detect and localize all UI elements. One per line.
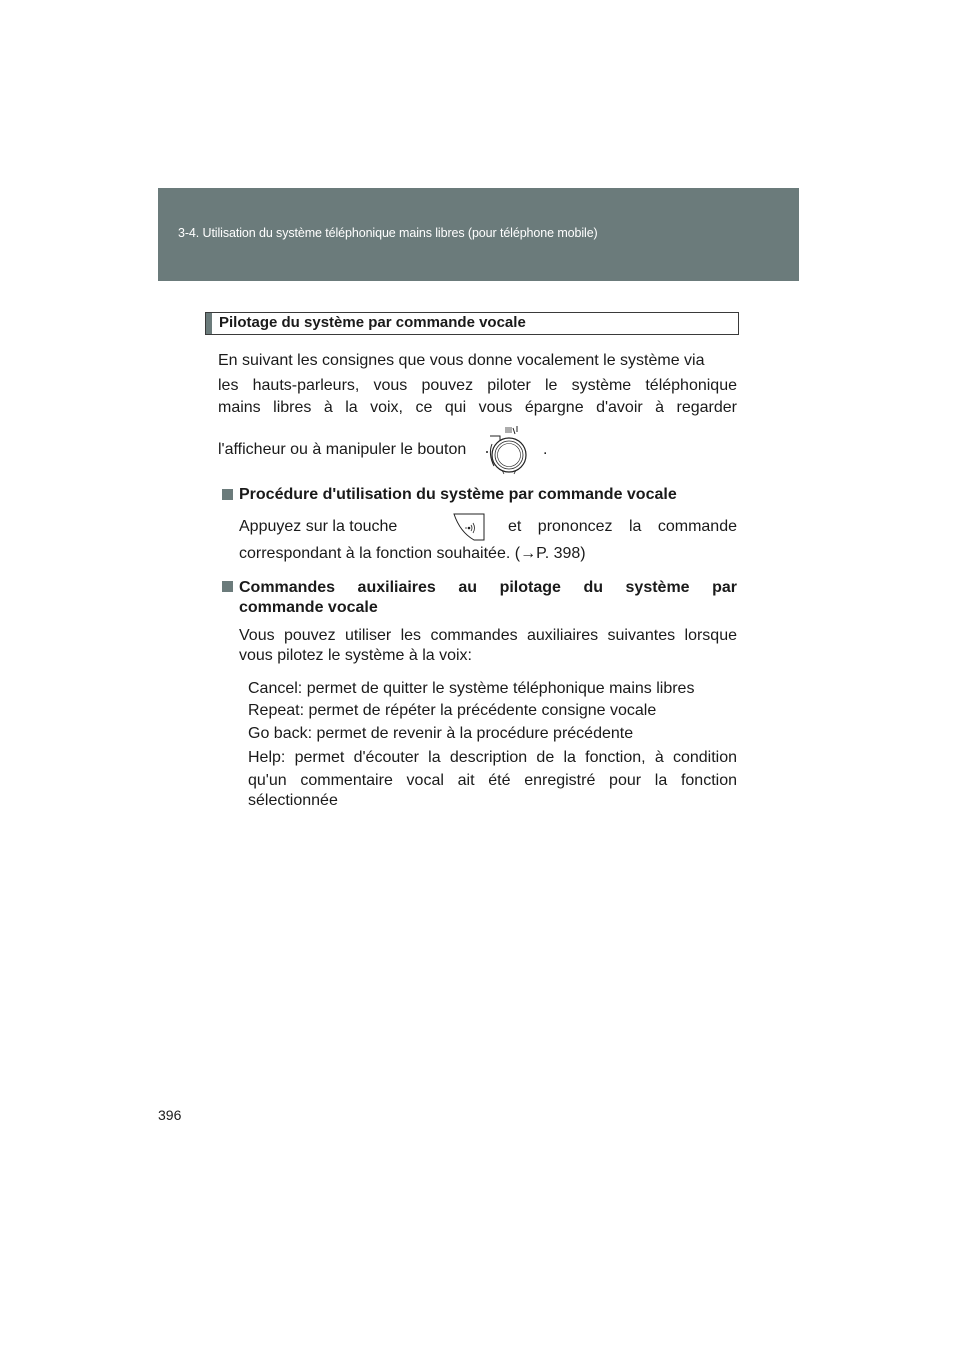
bullet-square xyxy=(222,489,233,500)
auxiliary-heading-line-1: Commandes auxiliaires au pilotage du système par xyxy=(239,579,737,596)
talk-switch-icon xyxy=(452,512,486,542)
procedure-line-1-end-text: et prononcez la commande xyxy=(508,518,737,535)
section-heading-box xyxy=(205,312,739,335)
procedure-line-2 xyxy=(239,545,586,563)
auxiliary-text-line-1: Vous pouvez utiliser les commandes auxiliaires suivantes lorsque xyxy=(239,627,737,644)
procedure-line-2-text: correspondant à la fonction souhaitée. ( xyxy=(239,545,521,562)
chapter-header-band xyxy=(158,188,799,281)
page-reference: P. 398) xyxy=(536,545,586,562)
chapter-title: 3-4. Utilisation du système téléphonique mains libres (pour téléphone mobile) xyxy=(178,226,598,240)
command-cancel: Cancel: permet de quitter le système téléphonique mains libres xyxy=(248,680,695,697)
section-title: Pilotage du système par commande vocale xyxy=(219,314,526,331)
section-heading-accent xyxy=(206,313,212,334)
intro-line-4 xyxy=(218,441,466,459)
auxiliary-text-line-2: vous pilotez le système à la voix: xyxy=(239,647,472,664)
command-help-line-1: Help: permet d'écouter la description de la fonction, à condition xyxy=(248,749,737,766)
intro-line-2: les hauts-parleurs, vous pouvez piloter le système téléphonique xyxy=(218,377,737,394)
command-repeat: Repeat: permet de répéter la précédente consigne vocale xyxy=(248,702,657,719)
intro-line-3: mains libres à la voix, ce qui vous épargne d'avoir à regarder xyxy=(218,399,737,416)
procedure-heading: Procédure d'utilisation du système par commande vocale xyxy=(239,486,677,503)
procedure-line-1-end xyxy=(508,518,737,536)
intro-line-4-period: . xyxy=(543,441,548,458)
auxiliary-heading-line-2: commande vocale xyxy=(239,599,378,616)
knob-icon xyxy=(484,424,536,476)
intro-line-4-text: l'afficheur ou à manipuler le bouton xyxy=(218,441,467,458)
command-help-line-2: qu'un commentaire vocal ait été enregistré pour la fonction xyxy=(248,772,737,789)
intro-line-1-text: En suivant les consignes que vous donne vocalement le système via xyxy=(218,352,705,369)
arrow-icon: → xyxy=(520,545,537,562)
procedure-line-1-start: Appuyez sur la touche xyxy=(239,518,398,535)
command-help-line-3: sélectionnée xyxy=(248,792,338,809)
intro-line-1 xyxy=(218,352,737,370)
command-go-back: Go back: permet de revenir à la procédure précédente xyxy=(248,725,634,742)
bullet-square xyxy=(222,581,233,592)
page-number: 396 xyxy=(158,1107,182,1123)
